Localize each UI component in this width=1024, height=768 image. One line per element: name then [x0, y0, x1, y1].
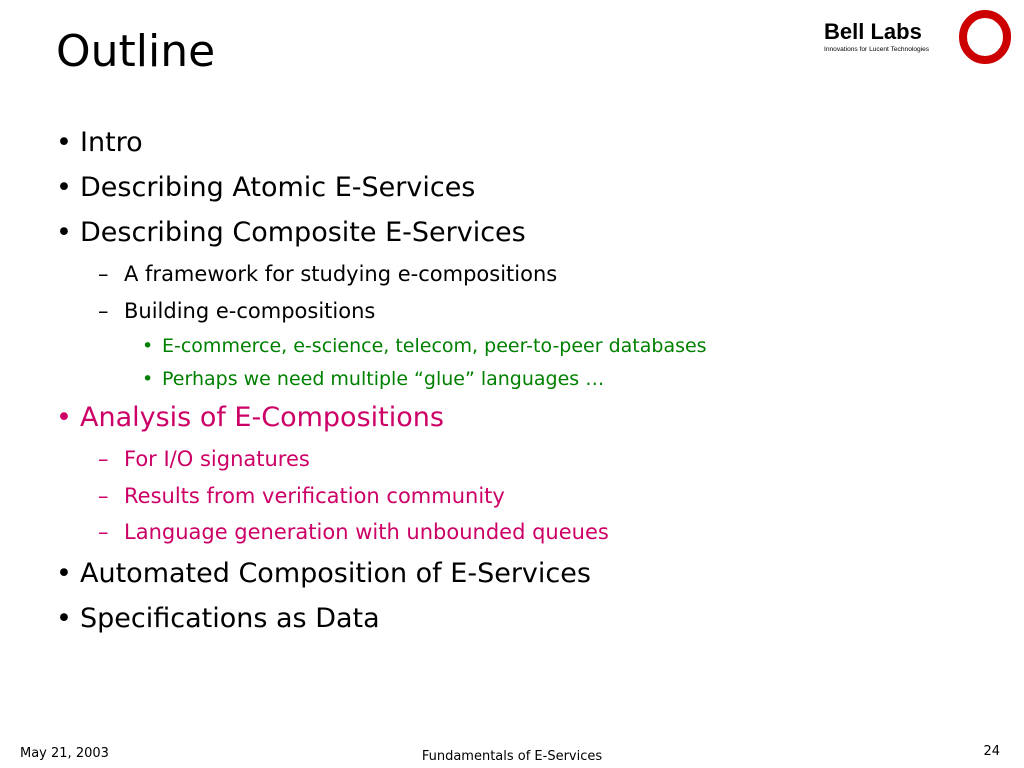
- outline-subitem: [98, 482, 505, 510]
- outline-item: [56, 602, 380, 636]
- outline-item: [56, 401, 444, 435]
- outline-subitem-text: For I/O signatures: [124, 447, 310, 471]
- footer-title: Fundamentals of E-Services: [421, 749, 603, 764]
- outline-subitem: [98, 445, 310, 473]
- outline-item: [56, 126, 143, 160]
- bullet-marker: •: [142, 368, 154, 390]
- outline-subitem: [98, 297, 375, 325]
- outline-subitem-text: A framework for studying e-compositions: [124, 262, 558, 286]
- outline-subitem-text: Language generation with unbounded queues: [124, 520, 609, 544]
- page-number: 24: [983, 744, 1000, 759]
- slide-title: Outline: [56, 26, 216, 77]
- bullet-marker: •: [56, 217, 72, 248]
- bullet-marker: •: [56, 603, 72, 634]
- outline-subitem-text: Building e-compositions: [124, 299, 376, 323]
- outline-item-text: Analysis of E-Compositions: [80, 402, 444, 433]
- outline-item: [56, 557, 591, 591]
- outline-subsubitem-text: E-commerce, e-science, telecom, peer-to-peer databases: [162, 335, 707, 357]
- dash-marker: –: [98, 447, 109, 471]
- outline-subitem: [98, 260, 557, 288]
- outline-item-text: Specifications as Data: [80, 603, 380, 634]
- dash-marker: –: [98, 299, 109, 323]
- bullet-marker: •: [56, 558, 72, 589]
- outline-item-text: Describing Composite E-Services: [80, 217, 526, 248]
- footer-date: May 21, 2003: [20, 746, 109, 761]
- bullet-marker: •: [56, 127, 72, 158]
- outline-item-text: Intro: [80, 127, 143, 158]
- bullet-marker: •: [56, 172, 72, 203]
- outline-subsubitem: [142, 367, 604, 391]
- outline-item-text: Automated Composition of E-Services: [80, 558, 591, 589]
- outline-subitem-text: Results from verification community: [124, 484, 505, 508]
- logo-tagline: Innovations for Lucent Technologies: [824, 46, 930, 53]
- bullet-marker: •: [56, 402, 72, 433]
- dash-marker: –: [98, 262, 109, 286]
- outline-subsubitem-text: Perhaps we need multiple “glue” languages …: [162, 368, 605, 390]
- dash-marker: –: [98, 484, 109, 508]
- logo-name: Bell Labs: [824, 19, 922, 44]
- outline-subitem: [98, 518, 609, 546]
- outline-item: [56, 171, 475, 205]
- outline-item-text: Describing Atomic E-Services: [80, 172, 476, 203]
- bullet-marker: •: [142, 335, 154, 357]
- dash-marker: –: [98, 520, 109, 544]
- outline-subsubitem: [142, 334, 707, 358]
- outline-item: [56, 216, 526, 250]
